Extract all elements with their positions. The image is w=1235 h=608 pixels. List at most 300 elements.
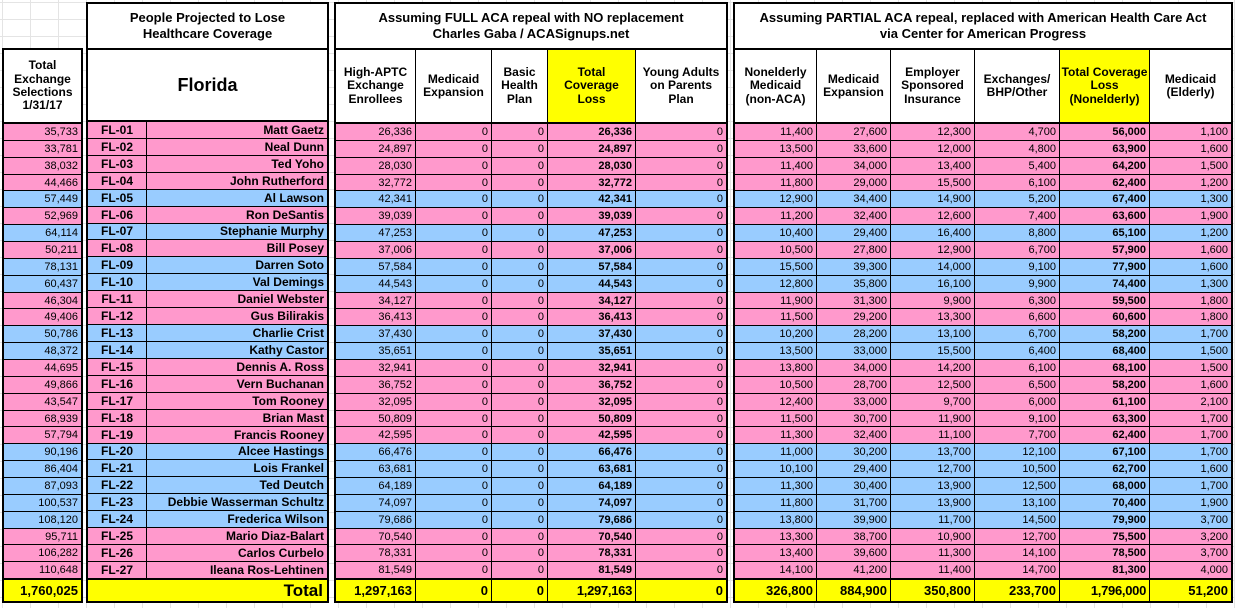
- full-repeal-value-cell[interactable]: 66,476: [548, 444, 636, 460]
- partial-repeal-value-cell[interactable]: 6,000: [975, 394, 1060, 410]
- district-cell[interactable]: FL-22: [88, 477, 147, 493]
- exchange-selections-cell[interactable]: 44,695: [44, 361, 78, 374]
- rep-name-cell[interactable]: Debbie Wasserman Schultz: [167, 495, 324, 510]
- partial-repeal-value-cell[interactable]: 14,700: [975, 562, 1060, 578]
- exchange-selections-cell[interactable]: 50,786: [44, 328, 78, 341]
- partial-repeal-value-cell[interactable]: 58,200: [1060, 377, 1150, 393]
- partial-repeal-value-cell[interactable]: 1,600: [1200, 142, 1228, 155]
- full-repeal-value-cell[interactable]: 34,127: [548, 293, 636, 309]
- full-repeal-value-cell[interactable]: 63,681: [548, 461, 636, 477]
- partial-repeal-value-cell[interactable]: 11,400: [735, 158, 817, 174]
- full-repeal-value-cell[interactable]: 0: [716, 564, 723, 577]
- exchange-selections-cell[interactable]: 95,711: [45, 530, 78, 543]
- partial-repeal-value-cell[interactable]: 10,500: [975, 461, 1060, 477]
- full-repeal-value-cell[interactable]: 26,336: [336, 124, 416, 140]
- partial-repeal-value-cell[interactable]: 3,700: [1200, 547, 1228, 560]
- exchange-selections-total-cell[interactable]: 1,760,025: [20, 583, 78, 598]
- partial-repeal-value-cell[interactable]: 11,100: [891, 427, 975, 443]
- partial-repeal-value-cell[interactable]: 15,500: [735, 259, 817, 275]
- full-repeal-value-cell[interactable]: 0: [716, 227, 723, 240]
- district-cell[interactable]: FL-05: [88, 190, 147, 206]
- partial-repeal-value-cell[interactable]: 35,800: [817, 276, 891, 292]
- rep-name-cell[interactable]: Matt Gaetz: [263, 122, 324, 137]
- partial-repeal-value-cell[interactable]: 57,900: [1060, 242, 1150, 258]
- partial-repeal-value-cell[interactable]: 10,400: [735, 225, 817, 241]
- full-repeal-value-cell[interactable]: 44,543: [548, 276, 636, 292]
- partial-repeal-value-cell[interactable]: 9,700: [891, 394, 975, 410]
- partial-repeal-value-cell[interactable]: 11,200: [735, 208, 817, 224]
- partial-repeal-value-cell[interactable]: 10,500: [735, 377, 817, 393]
- partial-repeal-value-cell[interactable]: 11,700: [891, 512, 975, 528]
- full-repeal-value-cell[interactable]: 0: [716, 513, 723, 526]
- full-repeal-value-cell[interactable]: 0: [716, 429, 723, 442]
- exchange-selections-cell[interactable]: 90,196: [44, 446, 78, 459]
- partial-repeal-value-cell[interactable]: 12,800: [735, 276, 817, 292]
- full-repeal-value-cell[interactable]: 36,413: [548, 309, 636, 325]
- partial-repeal-total-cell[interactable]: 233,700: [975, 580, 1060, 601]
- partial-repeal-value-cell[interactable]: 2,100: [1200, 395, 1228, 408]
- partial-repeal-value-cell[interactable]: 13,100: [891, 326, 975, 342]
- partial-repeal-value-cell[interactable]: 13,800: [735, 512, 817, 528]
- partial-repeal-value-cell[interactable]: 11,500: [735, 411, 817, 427]
- full-repeal-value-cell[interactable]: 36,752: [548, 377, 636, 393]
- partial-repeal-value-cell[interactable]: 14,100: [975, 545, 1060, 561]
- exchange-selections-cell[interactable]: 50,211: [45, 243, 78, 256]
- partial-repeal-value-cell[interactable]: 13,100: [975, 495, 1060, 511]
- full-repeal-value-cell[interactable]: 0: [492, 461, 548, 477]
- exchange-selections-cell[interactable]: 48,372: [44, 345, 78, 358]
- col-header-exchanges-bhp[interactable]: Exchanges/ BHP/Other: [975, 50, 1060, 122]
- partial-repeal-value-cell[interactable]: 32,400: [817, 208, 891, 224]
- partial-repeal-value-cell[interactable]: 13,500: [735, 141, 817, 157]
- partial-repeal-value-cell[interactable]: 62,400: [1060, 175, 1150, 191]
- partial-repeal-value-cell[interactable]: 1,700: [1200, 429, 1228, 442]
- full-repeal-value-cell[interactable]: 0: [416, 158, 492, 174]
- full-repeal-value-cell[interactable]: 0: [416, 495, 492, 511]
- full-repeal-value-cell[interactable]: 0: [716, 210, 723, 223]
- full-repeal-value-cell[interactable]: 0: [416, 175, 492, 191]
- full-repeal-value-cell[interactable]: 0: [492, 141, 548, 157]
- partial-repeal-value-cell[interactable]: 12,100: [975, 444, 1060, 460]
- partial-repeal-value-cell[interactable]: 34,000: [817, 158, 891, 174]
- full-repeal-value-cell[interactable]: 37,430: [336, 326, 416, 342]
- partial-repeal-value-cell[interactable]: 14,100: [735, 562, 817, 578]
- partial-repeal-value-cell[interactable]: 65,100: [1060, 225, 1150, 241]
- full-repeal-value-cell[interactable]: 0: [416, 411, 492, 427]
- district-cell[interactable]: FL-17: [88, 393, 147, 409]
- partial-repeal-value-cell[interactable]: 1,100: [1200, 125, 1228, 138]
- rep-name-cell[interactable]: Ted Yoho: [271, 156, 324, 171]
- partial-repeal-value-cell[interactable]: 5,400: [975, 158, 1060, 174]
- partial-repeal-value-cell[interactable]: 13,700: [891, 444, 975, 460]
- full-repeal-value-cell[interactable]: 0: [716, 479, 723, 492]
- partial-repeal-value-cell[interactable]: 10,900: [891, 529, 975, 545]
- full-repeal-value-cell[interactable]: 32,772: [336, 175, 416, 191]
- full-repeal-value-cell[interactable]: 0: [716, 294, 723, 307]
- partial-repeal-value-cell[interactable]: 31,700: [817, 495, 891, 511]
- partial-repeal-value-cell[interactable]: 30,200: [817, 444, 891, 460]
- partial-repeal-value-cell[interactable]: 6,400: [975, 343, 1060, 359]
- full-repeal-value-cell[interactable]: 50,809: [548, 411, 636, 427]
- partial-repeal-value-cell[interactable]: 1,500: [1200, 361, 1228, 374]
- rep-name-cell[interactable]: Vern Buchanan: [236, 376, 324, 391]
- partial-repeal-value-cell[interactable]: 31,300: [817, 293, 891, 309]
- partial-repeal-value-cell[interactable]: 67,400: [1060, 191, 1150, 207]
- full-repeal-value-cell[interactable]: 0: [416, 141, 492, 157]
- full-repeal-value-cell[interactable]: 0: [416, 259, 492, 275]
- full-repeal-value-cell[interactable]: 50,809: [336, 411, 416, 427]
- partial-repeal-value-cell[interactable]: 11,300: [735, 427, 817, 443]
- partial-repeal-value-cell[interactable]: 1,600: [1200, 243, 1228, 256]
- exchange-selections-cell[interactable]: 52,969: [44, 210, 78, 223]
- partial-repeal-value-cell[interactable]: 14,200: [891, 360, 975, 376]
- partial-repeal-value-cell[interactable]: 1,700: [1200, 446, 1228, 459]
- exchange-selections-cell[interactable]: 43,547: [44, 395, 78, 408]
- partial-repeal-value-cell[interactable]: 78,500: [1060, 545, 1150, 561]
- partial-repeal-value-cell[interactable]: 13,800: [735, 360, 817, 376]
- full-repeal-value-cell[interactable]: 70,540: [336, 529, 416, 545]
- state-name-cell[interactable]: Florida: [88, 50, 327, 122]
- partial-repeal-value-cell[interactable]: 9,100: [975, 411, 1060, 427]
- col-header-medicaid-expansion[interactable]: Medicaid Expansion: [416, 50, 492, 122]
- district-cell[interactable]: FL-27: [88, 562, 147, 578]
- full-repeal-value-cell[interactable]: 0: [492, 191, 548, 207]
- full-repeal-value-cell[interactable]: 0: [716, 176, 723, 189]
- full-repeal-value-cell[interactable]: 0: [716, 395, 723, 408]
- partial-repeal-value-cell[interactable]: 4,000: [1200, 564, 1228, 577]
- partial-repeal-value-cell[interactable]: 12,000: [891, 141, 975, 157]
- partial-repeal-value-cell[interactable]: 14,500: [975, 512, 1060, 528]
- rep-name-cell[interactable]: Daniel Webster: [237, 292, 324, 307]
- exchange-selections-cell[interactable]: 108,120: [38, 513, 78, 526]
- partial-repeal-value-cell[interactable]: 34,400: [817, 191, 891, 207]
- district-cell[interactable]: FL-15: [88, 359, 147, 375]
- full-repeal-value-cell[interactable]: 0: [492, 495, 548, 511]
- full-repeal-value-cell[interactable]: 0: [716, 260, 723, 273]
- full-repeal-value-cell[interactable]: 37,430: [548, 326, 636, 342]
- district-cell[interactable]: FL-13: [88, 325, 147, 341]
- partial-repeal-value-cell[interactable]: 63,300: [1060, 411, 1150, 427]
- total-label-cell[interactable]: Total: [283, 580, 323, 600]
- full-repeal-value-cell[interactable]: 0: [716, 243, 723, 256]
- full-repeal-value-cell[interactable]: 0: [492, 444, 548, 460]
- full-repeal-value-cell[interactable]: 64,189: [336, 478, 416, 494]
- partial-repeal-total-cell[interactable]: 326,800: [735, 580, 817, 601]
- partial-repeal-total-cell[interactable]: 350,800: [891, 580, 975, 601]
- partial-repeal-value-cell[interactable]: 11,300: [891, 545, 975, 561]
- partial-repeal-value-cell[interactable]: 12,400: [735, 394, 817, 410]
- partial-repeal-value-cell[interactable]: 13,900: [891, 478, 975, 494]
- full-repeal-value-cell[interactable]: 0: [492, 427, 548, 443]
- rep-name-cell[interactable]: Carlos Curbelo: [237, 546, 324, 560]
- partial-repeal-value-cell[interactable]: 6,700: [975, 326, 1060, 342]
- full-repeal-value-cell[interactable]: 0: [716, 446, 723, 459]
- full-repeal-value-cell[interactable]: 0: [716, 496, 723, 509]
- florida-section-title[interactable]: [88, 4, 327, 50]
- district-cell[interactable]: FL-24: [88, 511, 147, 527]
- full-repeal-value-cell[interactable]: 0: [492, 529, 548, 545]
- partial-repeal-value-cell[interactable]: 16,100: [891, 276, 975, 292]
- full-repeal-value-cell[interactable]: 0: [492, 124, 548, 140]
- partial-repeal-value-cell[interactable]: 29,000: [817, 175, 891, 191]
- full-repeal-value-cell[interactable]: 0: [716, 277, 723, 290]
- district-cell[interactable]: FL-06: [88, 207, 147, 223]
- rep-name-cell[interactable]: Bill Posey: [266, 241, 324, 256]
- full-repeal-value-cell[interactable]: 0: [492, 343, 548, 359]
- partial-repeal-value-cell[interactable]: 63,600: [1060, 208, 1150, 224]
- partial-repeal-value-cell[interactable]: 13,500: [735, 343, 817, 359]
- partial-repeal-value-cell[interactable]: 68,000: [1060, 478, 1150, 494]
- district-cell[interactable]: FL-12: [88, 308, 147, 324]
- full-repeal-value-cell[interactable]: 36,752: [336, 377, 416, 393]
- full-repeal-value-cell[interactable]: 42,595: [548, 427, 636, 443]
- rep-name-cell[interactable]: John Rutherford: [230, 173, 324, 188]
- rep-name-cell[interactable]: Dennis A. Ross: [236, 359, 324, 374]
- full-repeal-value-cell[interactable]: 0: [492, 377, 548, 393]
- partial-repeal-value-cell[interactable]: 13,300: [735, 529, 817, 545]
- partial-repeal-value-cell[interactable]: 8,800: [975, 225, 1060, 241]
- district-cell[interactable]: FL-19: [88, 427, 147, 443]
- partial-repeal-value-cell[interactable]: 13,400: [891, 158, 975, 174]
- full-repeal-value-cell[interactable]: 39,039: [548, 208, 636, 224]
- partial-repeal-value-cell[interactable]: 12,500: [975, 478, 1060, 494]
- district-cell[interactable]: FL-11: [88, 291, 147, 307]
- full-repeal-value-cell[interactable]: 37,006: [548, 242, 636, 258]
- partial-repeal-value-cell[interactable]: 6,100: [975, 360, 1060, 376]
- full-repeal-value-cell[interactable]: 32,095: [336, 394, 416, 410]
- full-repeal-value-cell[interactable]: 0: [492, 394, 548, 410]
- full-repeal-value-cell[interactable]: 70,540: [548, 529, 636, 545]
- full-repeal-value-cell[interactable]: 0: [716, 361, 723, 374]
- partial-repeal-value-cell[interactable]: 11,400: [735, 124, 817, 140]
- full-repeal-value-cell[interactable]: 57,584: [548, 259, 636, 275]
- rep-name-cell[interactable]: Stephanie Murphy: [219, 224, 324, 239]
- full-repeal-value-cell[interactable]: 0: [492, 276, 548, 292]
- full-repeal-value-cell[interactable]: 24,897: [336, 141, 416, 157]
- partial-repeal-value-cell[interactable]: 1,800: [1200, 294, 1228, 307]
- rep-name-cell[interactable]: Val Demings: [252, 275, 324, 290]
- partial-repeal-value-cell[interactable]: 11,500: [735, 309, 817, 325]
- full-repeal-value-cell[interactable]: 0: [416, 529, 492, 545]
- full-repeal-value-cell[interactable]: 0: [492, 175, 548, 191]
- full-repeal-value-cell[interactable]: 32,941: [336, 360, 416, 376]
- exchange-selections-cell[interactable]: 44,466: [44, 176, 78, 189]
- partial-repeal-value-cell[interactable]: 16,400: [891, 225, 975, 241]
- exchange-selections-cell[interactable]: 87,093: [44, 479, 78, 492]
- partial-repeal-value-cell[interactable]: 1,500: [1200, 159, 1228, 172]
- full-repeal-value-cell[interactable]: 0: [492, 411, 548, 427]
- full-repeal-total-cell[interactable]: 0: [715, 583, 723, 598]
- full-repeal-value-cell[interactable]: 0: [716, 193, 723, 206]
- full-repeal-value-cell[interactable]: 0: [716, 412, 723, 425]
- full-repeal-value-cell[interactable]: 0: [416, 427, 492, 443]
- partial-repeal-value-cell[interactable]: 34,000: [817, 360, 891, 376]
- district-cell[interactable]: FL-07: [88, 224, 147, 240]
- full-repeal-value-cell[interactable]: 0: [716, 345, 723, 358]
- exchange-selections-cell[interactable]: 49,866: [44, 378, 78, 391]
- partial-repeal-value-cell[interactable]: 32,400: [817, 427, 891, 443]
- full-repeal-value-cell[interactable]: 26,336: [548, 124, 636, 140]
- col-header-high-aptc-enrollees[interactable]: High-APTC Exchange Enrollees: [336, 50, 416, 122]
- full-repeal-total-coverage-loss-cell[interactable]: 1,297,163: [548, 580, 636, 601]
- full-repeal-value-cell[interactable]: 47,253: [336, 225, 416, 241]
- partial-repeal-value-cell[interactable]: 5,200: [975, 191, 1060, 207]
- full-repeal-value-cell[interactable]: 0: [716, 547, 723, 560]
- partial-repeal-value-cell[interactable]: 63,900: [1060, 141, 1150, 157]
- partial-repeal-value-cell[interactable]: 27,600: [817, 124, 891, 140]
- full-repeal-value-cell[interactable]: 0: [492, 158, 548, 174]
- full-repeal-value-cell[interactable]: 28,030: [548, 158, 636, 174]
- partial-repeal-total-cell[interactable]: 51,200: [1188, 583, 1228, 598]
- district-cell[interactable]: FL-08: [88, 240, 147, 256]
- full-repeal-value-cell[interactable]: 35,651: [548, 343, 636, 359]
- full-repeal-value-cell[interactable]: 0: [492, 478, 548, 494]
- partial-repeal-value-cell[interactable]: 70,400: [1060, 495, 1150, 511]
- partial-repeal-value-cell[interactable]: 1,700: [1200, 412, 1228, 425]
- full-repeal-value-cell[interactable]: 0: [416, 191, 492, 207]
- partial-repeal-value-cell[interactable]: 29,400: [817, 461, 891, 477]
- full-repeal-value-cell[interactable]: 0: [416, 444, 492, 460]
- full-repeal-value-cell[interactable]: 0: [416, 545, 492, 561]
- partial-repeal-value-cell[interactable]: 11,400: [891, 562, 975, 578]
- exchange-selections-cell[interactable]: 106,282: [38, 547, 78, 560]
- exchange-selections-cell[interactable]: 46,304: [44, 294, 78, 307]
- partial-repeal-value-cell[interactable]: 33,000: [817, 343, 891, 359]
- partial-repeal-value-cell[interactable]: 6,700: [975, 242, 1060, 258]
- full-repeal-value-cell[interactable]: 0: [416, 478, 492, 494]
- full-repeal-value-cell[interactable]: 0: [716, 378, 723, 391]
- full-repeal-value-cell[interactable]: 0: [416, 562, 492, 578]
- district-cell[interactable]: FL-20: [88, 444, 147, 460]
- full-repeal-value-cell[interactable]: 0: [492, 360, 548, 376]
- full-repeal-value-cell[interactable]: 37,006: [336, 242, 416, 258]
- exchange-selections-cell[interactable]: 100,537: [38, 496, 78, 509]
- partial-repeal-value-cell[interactable]: 9,100: [975, 259, 1060, 275]
- partial-repeal-value-cell[interactable]: 15,500: [891, 343, 975, 359]
- partial-repeal-value-cell[interactable]: 27,800: [817, 242, 891, 258]
- full-repeal-value-cell[interactable]: 0: [416, 512, 492, 528]
- rep-name-cell[interactable]: Charlie Crist: [252, 326, 324, 341]
- partial-repeal-total-coverage-loss-cell[interactable]: 1,796,000: [1060, 580, 1150, 601]
- partial-repeal-value-cell[interactable]: 1,500: [1200, 345, 1228, 358]
- partial-repeal-value-cell[interactable]: 12,900: [891, 242, 975, 258]
- district-cell[interactable]: FL-21: [88, 460, 147, 476]
- district-cell[interactable]: FL-26: [88, 545, 147, 561]
- partial-repeal-value-cell[interactable]: 6,600: [975, 309, 1060, 325]
- full-repeal-value-cell[interactable]: 42,341: [336, 191, 416, 207]
- full-repeal-value-cell[interactable]: 0: [416, 343, 492, 359]
- partial-repeal-value-cell[interactable]: 10,500: [735, 242, 817, 258]
- partial-repeal-value-cell[interactable]: 39,300: [817, 259, 891, 275]
- partial-repeal-value-cell[interactable]: 68,100: [1060, 360, 1150, 376]
- partial-repeal-value-cell[interactable]: 59,500: [1060, 293, 1150, 309]
- rep-name-cell[interactable]: Mario Diaz-Balart: [225, 529, 324, 544]
- full-repeal-value-cell[interactable]: 74,097: [336, 495, 416, 511]
- full-repeal-value-cell[interactable]: 47,253: [548, 225, 636, 241]
- full-repeal-total-cell[interactable]: 0: [492, 580, 548, 601]
- partial-repeal-value-cell[interactable]: 29,200: [817, 309, 891, 325]
- rep-name-cell[interactable]: Al Lawson: [263, 190, 324, 205]
- full-repeal-value-cell[interactable]: 0: [492, 208, 548, 224]
- partial-repeal-value-cell[interactable]: 12,700: [891, 461, 975, 477]
- partial-repeal-value-cell[interactable]: 7,700: [975, 427, 1060, 443]
- district-cell[interactable]: FL-25: [88, 528, 147, 544]
- partial-repeal-value-cell[interactable]: 1,200: [1200, 176, 1228, 189]
- partial-repeal-value-cell[interactable]: 1,900: [1200, 496, 1228, 509]
- exchange-selections-cell[interactable]: 78,131: [44, 260, 78, 273]
- col-header-basic-health-plan[interactable]: Basic Health Plan: [492, 50, 548, 122]
- full-repeal-total-cell[interactable]: 1,297,163: [336, 580, 416, 601]
- district-cell[interactable]: FL-04: [88, 173, 147, 189]
- full-repeal-value-cell[interactable]: 66,476: [336, 444, 416, 460]
- partial-repeal-value-cell[interactable]: 12,900: [735, 191, 817, 207]
- full-repeal-value-cell[interactable]: 32,095: [548, 394, 636, 410]
- full-repeal-value-cell[interactable]: 78,331: [336, 545, 416, 561]
- full-repeal-value-cell[interactable]: 39,039: [336, 208, 416, 224]
- partial-repeal-value-cell[interactable]: 11,300: [735, 478, 817, 494]
- full-repeal-value-cell[interactable]: 0: [492, 259, 548, 275]
- partial-repeal-value-cell[interactable]: 1,200: [1200, 227, 1228, 240]
- district-cell[interactable]: FL-09: [88, 257, 147, 273]
- exchange-selections-cell[interactable]: 64,114: [45, 227, 78, 240]
- full-repeal-value-cell[interactable]: 0: [416, 124, 492, 140]
- exchange-selections-cell[interactable]: 38,032: [44, 159, 78, 172]
- exchange-selections-cell[interactable]: 60,437: [44, 277, 78, 290]
- full-repeal-value-cell[interactable]: 0: [416, 309, 492, 325]
- partial-repeal-value-cell[interactable]: 4,800: [975, 141, 1060, 157]
- partial-repeal-value-cell[interactable]: 11,900: [891, 411, 975, 427]
- rep-name-cell[interactable]: Ted Deutch: [259, 478, 324, 493]
- exchange-selections-header-cell[interactable]: Total Exchange Selections 1/31/17: [12, 58, 73, 113]
- full-repeal-value-cell[interactable]: 0: [716, 530, 723, 543]
- partial-repeal-value-cell[interactable]: 1,600: [1200, 463, 1228, 476]
- full-repeal-value-cell[interactable]: 0: [492, 242, 548, 258]
- col-header-total-coverage-loss-nonelderly[interactable]: Total Coverage Loss (Nonelderly): [1060, 50, 1150, 122]
- partial-repeal-value-cell[interactable]: 1,300: [1200, 277, 1228, 290]
- partial-repeal-value-cell[interactable]: 1,700: [1200, 479, 1228, 492]
- partial-repeal-value-cell[interactable]: 11,900: [735, 293, 817, 309]
- partial-repeal-value-cell[interactable]: 28,200: [817, 326, 891, 342]
- partial-repeal-title[interactable]: [735, 4, 1231, 50]
- partial-repeal-total-cell[interactable]: 884,900: [817, 580, 891, 601]
- full-repeal-value-cell[interactable]: 0: [716, 159, 723, 172]
- full-repeal-value-cell[interactable]: 0: [492, 545, 548, 561]
- col-header-total-coverage-loss[interactable]: Total Coverage Loss: [548, 50, 636, 122]
- full-repeal-title[interactable]: [336, 4, 726, 50]
- exchange-selections-cell[interactable]: 86,404: [44, 463, 78, 476]
- partial-repeal-value-cell[interactable]: 7,400: [975, 208, 1060, 224]
- full-repeal-value-cell[interactable]: 63,681: [336, 461, 416, 477]
- partial-repeal-value-cell[interactable]: 61,100: [1060, 394, 1150, 410]
- full-repeal-value-cell[interactable]: 78,331: [548, 545, 636, 561]
- partial-repeal-value-cell[interactable]: 1,700: [1200, 328, 1228, 341]
- full-repeal-value-cell[interactable]: 0: [492, 225, 548, 241]
- partial-repeal-value-cell[interactable]: 12,300: [891, 124, 975, 140]
- partial-repeal-value-cell[interactable]: 1,300: [1200, 193, 1228, 206]
- col-header-medicaid-expansion-partial[interactable]: Medicaid Expansion: [817, 50, 891, 122]
- full-repeal-value-cell[interactable]: 24,897: [548, 141, 636, 157]
- rep-name-cell[interactable]: Neal Dunn: [264, 139, 324, 154]
- partial-repeal-value-cell[interactable]: 13,400: [735, 545, 817, 561]
- full-repeal-value-cell[interactable]: 0: [416, 360, 492, 376]
- partial-repeal-value-cell[interactable]: 1,600: [1200, 378, 1228, 391]
- partial-repeal-value-cell[interactable]: 60,600: [1060, 309, 1150, 325]
- full-repeal-value-cell[interactable]: 0: [716, 311, 723, 324]
- rep-name-cell[interactable]: Kathy Castor: [249, 342, 324, 357]
- full-repeal-value-cell[interactable]: 36,413: [336, 309, 416, 325]
- full-repeal-value-cell[interactable]: 0: [492, 562, 548, 578]
- partial-repeal-value-cell[interactable]: 11,000: [735, 444, 817, 460]
